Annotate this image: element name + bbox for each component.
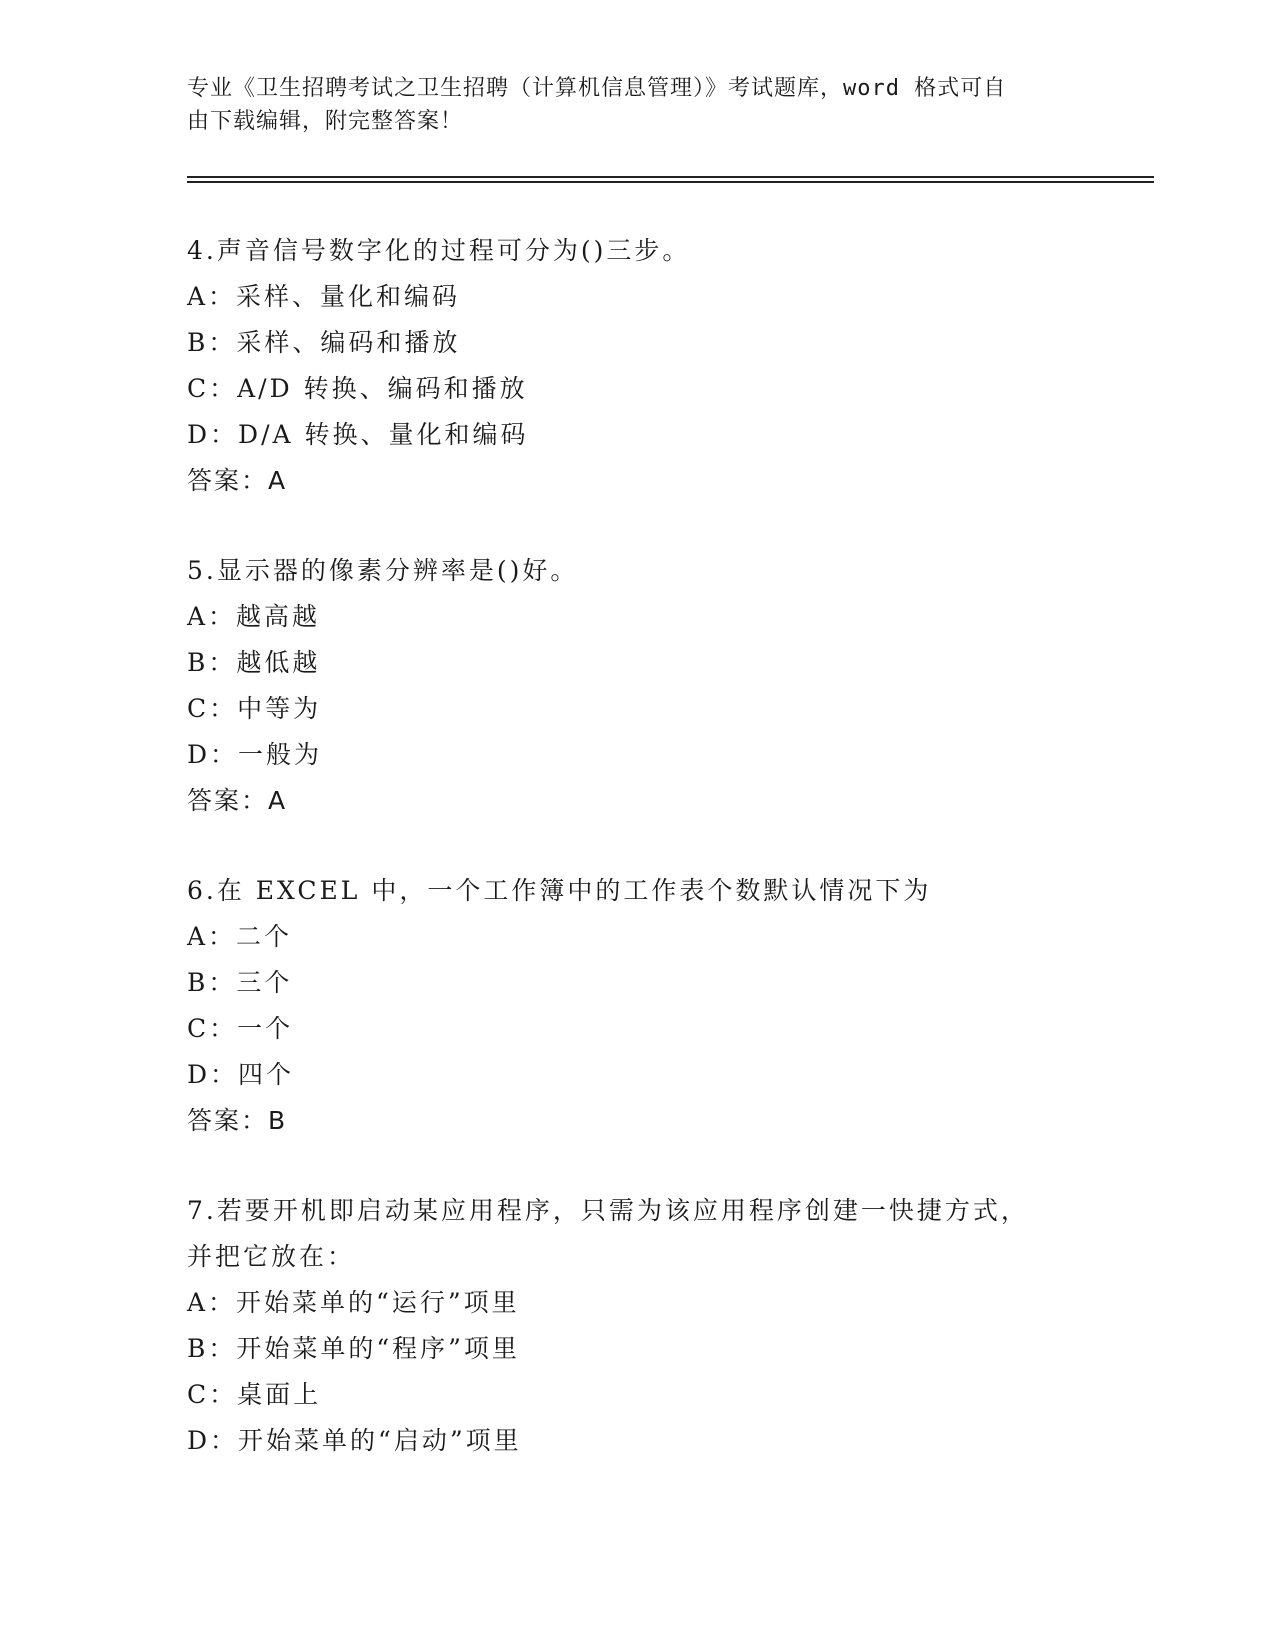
answer: 答案：A — [187, 786, 288, 815]
option-b: B：越低越 — [187, 648, 321, 677]
question-text-line-1: 7.若要开机即启动某应用程序，只需为该应用程序创建一快捷方式， — [187, 1196, 1029, 1225]
header-divider-bottom — [187, 181, 1154, 183]
option-a: A：越高越 — [187, 602, 321, 631]
option-d: D：四个 — [187, 1060, 295, 1089]
option-c: C：A/D 转换、编码和播放 — [187, 374, 528, 403]
option-a: A：开始菜单的“运行”项里 — [187, 1288, 520, 1317]
option-d: D：D/A 转换、量化和编码 — [187, 420, 529, 449]
answer: 答案：B — [187, 1106, 288, 1135]
option-b: B：采样、编码和播放 — [187, 328, 461, 357]
question-7 — [187, 1188, 1147, 1464]
question-text: 4.声音信号数字化的过程可分为()三步。 — [187, 236, 691, 265]
header-line-2: 由下载编辑，附完整答案！ — [187, 109, 464, 134]
header-line-1: 专业《卫生招聘考试之卫生招聘（计算机信息管理）》考试题库，word 格式可自 — [187, 76, 1007, 101]
option-b: B：三个 — [187, 968, 293, 997]
question-text-line-2: 并把它放在： — [187, 1242, 356, 1271]
document-header — [187, 72, 1067, 138]
header-divider-top — [187, 176, 1154, 178]
option-d: D：开始菜单的“启动”项里 — [187, 1426, 522, 1455]
option-d: D：一般为 — [187, 740, 323, 769]
option-a: A：二个 — [187, 922, 293, 951]
question-4 — [187, 228, 1147, 504]
option-c: C：桌面上 — [187, 1380, 322, 1409]
option-b: B：开始菜单的“程序”项里 — [187, 1334, 520, 1363]
option-c: C：一个 — [187, 1014, 294, 1043]
question-text: 5.显示器的像素分辨率是()好。 — [187, 556, 579, 585]
question-5 — [187, 548, 1147, 824]
question-6 — [187, 868, 1147, 1144]
answer: 答案：A — [187, 466, 288, 495]
option-c: C：中等为 — [187, 694, 322, 723]
option-a: A：采样、量化和编码 — [187, 282, 461, 311]
question-text: 6.在 EXCEL 中，一个工作簿中的工作表个数默认情况下为 — [187, 876, 932, 905]
